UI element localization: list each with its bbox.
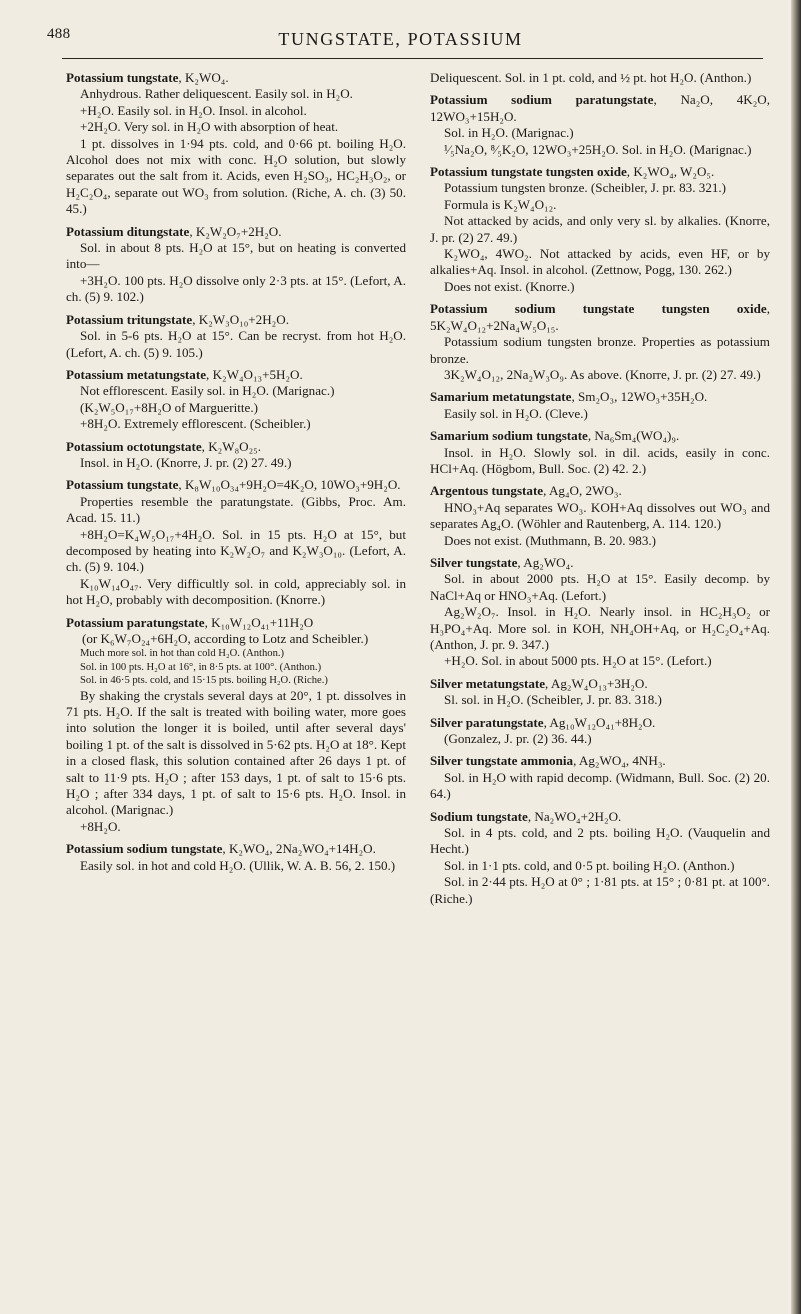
entry-heading: Potassium tritungstate, K₂W₃O₁₀+2H₂O.: [66, 311, 289, 327]
entry-text: Sol. in H₂O with rapid decomp. (Widmann, Bull. Soc. (2) 20. 64.): [430, 769, 770, 802]
entry-text: By shaking the crystals several days at 20°, 1 pt. dissolves in 71 pts. H₂O. If the salt is treated with boiling water, more goes into solution the longer it is boiled, until after several days' boiling 1 pt. of the salt is dissolved in 5·62 pts. H₂O at 18°. Kept in a closed flask, this solution contained after 26 days 1 pt. of salt to 11·9 pts. H₂O ; after 153 days, 1 pt. of salt to 15·6 pts. H₂O ; after 334 days, 1 pt. of salt to 15·6 pts. H₂O. Insol. in alcohol. (Marignac.): [66, 687, 406, 818]
dictionary-entry: [430, 809, 770, 907]
entry-heading: Potassium metatungstate, K₂W₄O₁₃+5H₂O.: [66, 366, 303, 382]
dictionary-entry: [430, 164, 770, 295]
entry-text: Much more sol. in hot than cold H₂O. (Anthon.): [80, 648, 285, 660]
dictionary-entry: [66, 312, 406, 361]
entry-text: Does not exist. (Muthmann, B. 20. 983.): [444, 532, 657, 548]
entry-heading: Potassium tungstate, K₂WO₄.: [66, 70, 229, 85]
dictionary-entry: [66, 439, 406, 472]
entry-text: Formula is K₂W₄O₁₂.: [444, 196, 557, 212]
entry-heading: Silver metatungstate, Ag₂W₄O₁₃+3H₂O.: [430, 675, 648, 691]
entry-text: Anhydrous. Rather deliquescent. Easily sol. in H₂O.: [80, 86, 353, 102]
entry-text: Potassium tungsten bronze. (Scheibler, J. pr. 83. 321.): [444, 180, 727, 196]
entry-text: +H₂O. Easily sol. in H₂O. Insol. in alcohol.: [80, 102, 307, 118]
entry-heading: Potassium sodium tungstate tungsten oxide, 5K₂W₄O₁₂+2Na₄W₅O₁₅.: [430, 301, 770, 333]
dictionary-entry: [430, 753, 770, 802]
entry-text: +8H₂O=K₄W₅O₁₇+4H₂O. Sol. in 15 pts. H₂O at 15°, but decomposed by heating into K₂W₂O₇ and K₂W₃O₁₀. (Lefort, A. ch. (5) 9. 104.): [66, 526, 406, 575]
header-rule: [62, 58, 763, 59]
dictionary-entry: [430, 483, 770, 549]
entry-text: 1 pt. dissolves in 1·94 pts. cold, and 0·66 pt. boiling H₂O. Alcohol does not mix with conc. H₂O solution, but slowly separates out the salt from it. Acids, even H₂SO₃, HC₂H₃O₂, or H₂C₂O₄, separate out WO₃ from solution. (Riche, A. ch. (3) 50. 45.): [66, 135, 406, 217]
entry-heading: Potassium tungstate tungsten oxide, K₂WO₄, W₂O₅.: [430, 164, 715, 180]
entry-text: Sol. in 46·5 pts. cold, and 15·15 pts. boiling H₂O. (Riche.): [80, 675, 328, 687]
entry-text: (K₂W₅O₁₇+8H₂O of Margueritte.): [80, 399, 258, 415]
entry-heading: Silver tungstate ammonia, Ag₂WO₄, 4NH₃.: [430, 753, 666, 769]
entry-text: Properties resemble the paratungstate. (Gibbs, Proc. Am. Acad. 15. 11.): [66, 493, 406, 526]
dictionary-entry: [66, 841, 406, 874]
entry-text: +8H₂O. Extremely efflorescent. (Scheibler.): [80, 416, 311, 432]
dictionary-entry: [430, 715, 770, 748]
entry-heading: Potassium tungstate, K₈W₁₀O₃₄+9H₂O=4K₂O, 10WO₃+9H₂O.: [66, 477, 401, 493]
dictionary-entry: [430, 92, 770, 158]
entry-text: Insol. in H₂O. Slowly sol. in dil. acids, easily in conc. HCl+Aq. (Högbom, Bull. Soc. (2) 42. 2.): [430, 444, 770, 476]
entry-text: Not attacked by acids, and only very sl. by alkalies. (Knorre, J. pr. (2) 27. 49.): [430, 213, 770, 245]
dictionary-entry: [430, 301, 770, 383]
entry-text: (Gonzalez, J. pr. (2) 36. 44.): [444, 731, 592, 747]
entry-text: Sol. in 5-6 pts. H₂O at 15°. Can be recryst. from hot H₂O. (Lefort, A. ch. (5) 9. 105.): [66, 328, 406, 360]
entry-heading: Samarium sodium tungstate, Na₆Sm₄(WO₄)₉.: [430, 428, 680, 444]
right-column: [430, 70, 770, 913]
entry-text: +2H₂O. Very sol. in H₂O with absorption of heat.: [80, 119, 339, 135]
dictionary-entry: [66, 615, 406, 836]
entry-heading: Potassium octotungstate, K₂W₈O₂₅.: [66, 438, 262, 454]
left-column: [66, 70, 406, 880]
entry-heading: Silver tungstate, Ag₂WO₄.: [430, 554, 574, 570]
entry-text: K₂WO₄, 4WO₂. Not attacked by acids, even HF, or by alkalies+Aq. Insol. in alcohol. (Zettnow, Pogg, 130. 262.): [430, 246, 770, 278]
entry-text: +3H₂O. 100 pts. H₂O dissolve only 2·3 pts. at 15°. (Lefort, A. ch. (5) 9. 102.): [66, 272, 406, 305]
entry-text: Potassium sodium tungsten bronze. Properties as potassium bronze.: [430, 334, 770, 366]
entry-heading: Samarium metatungstate, Sm₂O₃, 12WO₃+35H₂O.: [430, 389, 708, 405]
entry-text: Insol. in H₂O. (Knorre, J. pr. (2) 27. 49.): [80, 454, 292, 470]
dictionary-entry: [66, 477, 406, 608]
dictionary-entry: [66, 224, 406, 306]
entry-text: Sol. in H₂O. (Marignac.): [444, 125, 574, 141]
entry-heading: Silver paratungstate, Ag₁₀W₁₂O₄₁+8H₂O.: [430, 714, 656, 730]
entry-text: Not efflorescent. Easily sol. in H₂O. (Marignac.): [80, 383, 335, 399]
entry-heading: Deliquescent. Sol. in 1 pt. cold, and ½ pt. hot H₂O. (Anthon.): [430, 70, 752, 85]
entry-heading: Potassium sodium tungstate, K₂WO₄, 2Na₂WO₄+14H₂O.: [66, 841, 376, 857]
entry-text: Sol. in 4 pts. cold, and 2 pts. boiling H₂O. (Vauquelin and Hecht.): [430, 825, 770, 857]
entry-text: Sol. in 1·1 pts. cold, and 0·5 pt. boiling H₂O. (Anthon.): [444, 857, 735, 873]
entry-text: ¹⁄₅Na₂O, ⁸⁄₅K₂O, 12WO₃+25H₂O. Sol. in H₂O. (Marignac.): [444, 141, 752, 157]
entry-heading: Potassium paratungstate, K₁₀W₁₂O₄₁+11H₂O: [66, 614, 314, 630]
entry-text: +H₂O. Sol. in about 5000 pts. H₂O at 15°. (Lefort.): [444, 653, 712, 669]
entry-text: Easily sol. in H₂O. (Cleve.): [444, 405, 588, 421]
entry-text: +8H₂O.: [80, 818, 121, 834]
dictionary-entry: [66, 367, 406, 433]
dictionary-entry: [430, 428, 770, 477]
entry-heading: Sodium tungstate, Na₂WO₄+2H₂O.: [430, 808, 622, 824]
entry-text: (or K₆W₇O₂₄+6H₂O, according to Lotz and Scheibler.): [82, 631, 369, 646]
entry-text: Sl. sol. in H₂O. (Scheibler, J. pr. 83. 318.): [444, 692, 662, 708]
entry-text: Sol. in about 2000 pts. H₂O at 15°. Easily decomp. by NaCl+Aq or HNO₃+Aq. (Lefort.): [430, 571, 770, 603]
page-edge-shadow: [791, 0, 801, 1314]
entry-text: 3K₂W₄O₁₂, 2Na₂W₃O₉. As above. (Knorre, J. pr. (2) 27. 49.): [444, 366, 761, 382]
dictionary-entry: [430, 555, 770, 670]
entry-text: HNO₃+Aq separates WO₃. KOH+Aq dissolves out WO₃ and separates Ag₄O. (Wöhler and Rautenberg, A. 114. 120.): [430, 499, 770, 532]
dictionary-entry: [430, 70, 770, 86]
entry-text: K₁₀W₁₄O₄₇. Very difficultly sol. in cold, appreciably sol. in hot H₂O, probably with decomposition. (Knorre.): [66, 575, 406, 608]
entry-heading: Argentous tungstate, Ag₄O, 2WO₃.: [430, 483, 622, 499]
entry-text: Does not exist. (Knorre.): [444, 278, 575, 294]
dictionary-entry: [66, 70, 406, 218]
entry-heading: Potassium ditungstate, K₂W₂O₇+2H₂O.: [66, 223, 282, 239]
entry-text: Easily sol. in hot and cold H₂O. (Ullik, W. A. B. 56, 2. 150.): [80, 857, 396, 873]
running-head: TUNGSTATE, POTASSIUM: [278, 29, 523, 49]
entry-text: Ag₂W₂O₇. Insol. in H₂O. Nearly insol. in HC₂H₃O₂ or H₃PO₄+Aq. More sol. in KOH, NH₄OH+Aq, or H₂C₂O₄+Aq. (Anthon, J. pr. 9. 347.): [430, 604, 770, 652]
dictionary-entry: [430, 389, 770, 422]
entry-text: Sol. in about 8 pts. H₂O at 15°, but on heating is converted into—: [66, 240, 406, 272]
entry-text: Sol. in 2·44 pts. H₂O at 0° ; 1·81 pts. at 15° ; 0·81 pt. at 100°. (Riche.): [430, 874, 770, 906]
dictionary-entry: [430, 676, 770, 709]
entry-heading: Potassium sodium paratungstate, Na₂O, 4K₂O, 12WO₃+15H₂O.: [430, 92, 770, 124]
page-number: 488: [47, 26, 71, 42]
entry-text: Sol. in 100 pts. H₂O at 16°, in 8·5 pts. at 100°. (Anthon.): [80, 661, 322, 673]
